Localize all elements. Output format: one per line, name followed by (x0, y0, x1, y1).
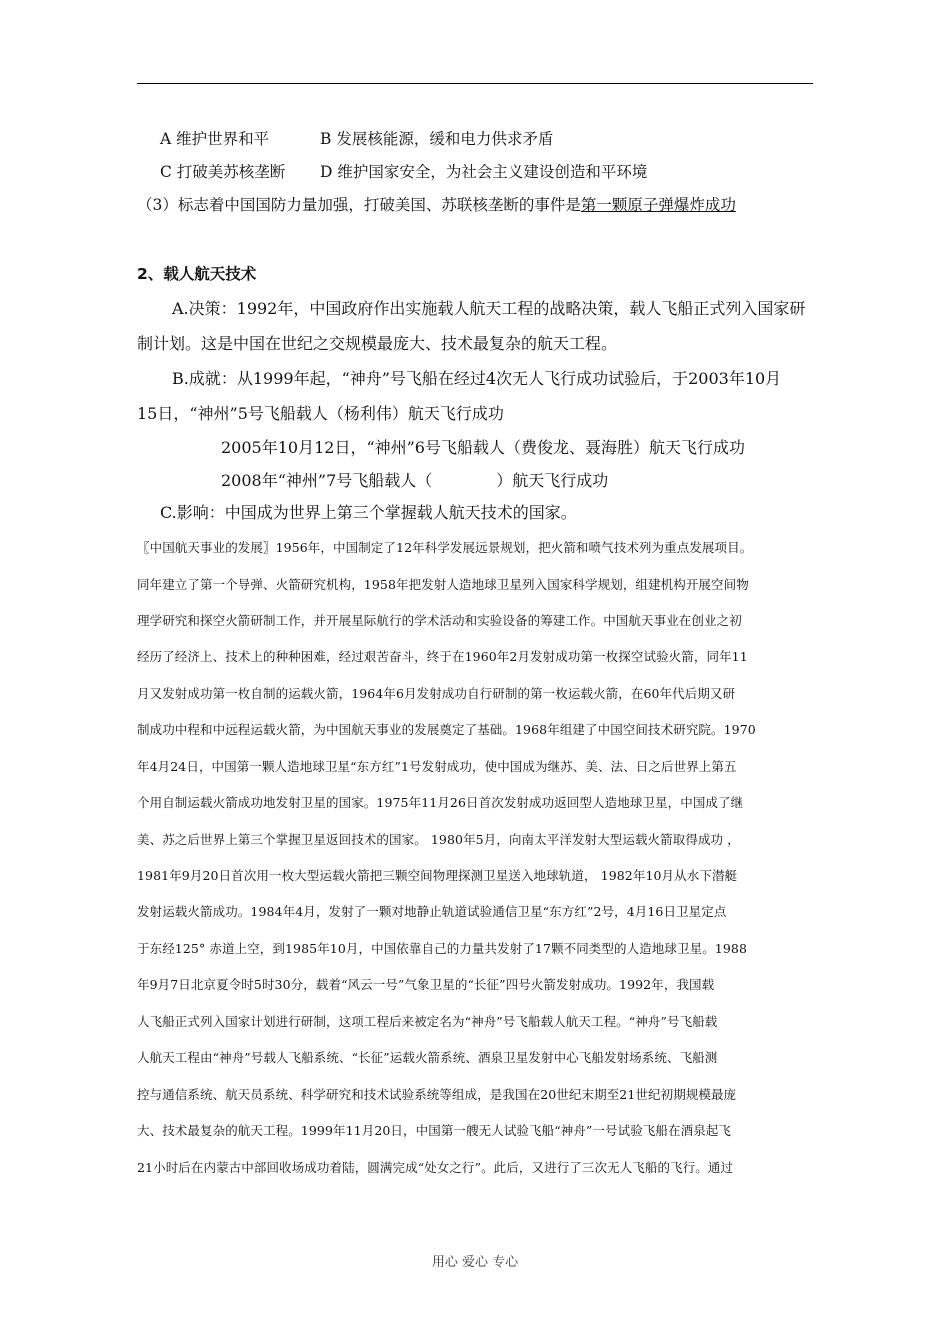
achievement-line-2: 15日，“神州”5号飞船载人（杨利伟）航天飞行成功 (137, 404, 504, 423)
reading-line: 人飞船正式列入国家计划进行研制，这项工程后来被定名为“神舟”号飞船载人航天工程。“神舟”号飞船载 (137, 1014, 718, 1029)
header-rule (137, 83, 813, 84)
reading-line: 美、苏之后世界上第三个掌握卫星返回技术的国家。 1980年5月，向南太平洋发射大型运载火箭取得成功 ， (137, 832, 740, 847)
reading-line: 1981年9月20日首次用一枚大型运载火箭把三颗空间物理探测卫星送入地球轨道， 1982年10月从水下潜艇 (137, 868, 738, 883)
reading-line: 理学研究和探空火箭研制工作，并开展星际航行的学术活动和实验设备的筹建工作。中国航天事业在创业之初 (137, 613, 742, 628)
reading-line: 年4月24日，中国第一颗人造地球卫星“东方红”1号发射成功，使中国成为继苏、美、法、日之后世界上第五 (137, 759, 737, 774)
achievement-line-3: 2005年10月12日，“神州”6号飞船载人（费俊龙、聂海胜）航天飞行成功 (221, 438, 745, 457)
option-c: C 打破美苏核垄断 (160, 163, 286, 181)
reading-line: 经历了经济上、技术上的种种困难，经过艰苦奋斗，终于在1960年2月发射成功第一枚探空试验火箭，同年11 (137, 649, 748, 664)
reading-line: 〖中国航天事业的发展〗1956年，中国制定了12年科学发展远景规划，把火箭和喷气技术列为重点发展项目。 (137, 540, 753, 555)
reading-line: 人航天工程由“神舟”号载人飞船系统、“长征”运载火箭系统、酒泉卫星发射中心飞船发射场系统、飞船测 (137, 1050, 718, 1065)
reading-line: 月又发射成功第一枚自制的运载火箭，1964年6月发射成功自行研制的第一枚运载火箭，在60年代后期又研 (137, 686, 736, 701)
reading-line: 年9月7日北京夏令时5时30分，载着“风云一号”气象卫星的“长征”四号火箭发射成功。1992年，我国载 (137, 977, 715, 992)
reading-line: 个用自制运载火箭成功地发射卫星的国家。1975年11月26日首次发射成功返回型人造地球卫星，中国成了继 (137, 795, 744, 810)
reading-line: 于东经125° 赤道上空，到1985年10月，中国依靠自己的力量共发射了17颗不同类型的人造地球卫星。1988 (137, 941, 748, 956)
decision-line-1: A.决策：1992年，中国政府作出实施载人航天工程的战略决策，载人飞船正式列入国家研 (172, 299, 806, 318)
reading-line: 制成功中程和中远程运载火箭，为中国航天事业的发展奠定了基础。1968年组建了中国空间技术研究院。1970 (137, 722, 756, 737)
reading-line: 大、技术最复杂的航天工程。1999年11月20日，中国第一艘无人试验飞船“神舟”一号试验飞船在酒泉起飞 (137, 1123, 732, 1138)
question-3-text: （3）标志着中国国防力量加强，打破美国、苏联核垄断的事件是 (137, 196, 581, 214)
reading-line: 同年建立了第一个导弹、火箭研究机构，1958年把发射人造地球卫星列入国家科学规划，组建机构开展空间物 (137, 577, 749, 592)
impact-line: C.影响：中国成为世界上第三个掌握载人航天技术的国家。 (160, 503, 577, 522)
page-footer: 用心 爱心 专心 (431, 1255, 519, 1270)
question-3-answer: 第一颗原子弹爆炸成功 (580, 196, 736, 214)
question-3 (137, 193, 736, 215)
reading-line: 发射运载火箭成功。1984年4月，发射了一颗对地静止轨道试验通信卫星“东方红”2号，4月16日卫星定点 (137, 904, 727, 919)
achievement-line-1: B.成就：从1999年起，“神舟”号飞船在经过4次无人飞行成功试验后，于2003年10月 (172, 369, 782, 388)
decision-line-2: 制计划。这是中国在世纪之交规模最庞大、技术最复杂的航天工程。 (137, 334, 618, 353)
reading-line: 21小时后在内蒙古中部回收场成功着陆，圆满完成“处女之行”。此后，又进行了三次无人飞船的飞行。通过 (137, 1160, 734, 1175)
option-d: D 维护国家安全，为社会主义建设创造和平环境 (320, 163, 648, 181)
achievement-line-4: 2008年“神州”7号飞船载人（ ）航天飞行成功 (221, 471, 609, 490)
option-b: B 发展核能源，缓和电力供求矛盾 (320, 130, 554, 148)
option-a: A 维护世界和平 (160, 130, 270, 148)
reading-line: 控与通信系统、航天员系统、科学研究和技术试验系统等组成，是我国在20世纪末期至21世纪初期规模最庞 (137, 1087, 737, 1102)
section-heading: 2、载人航天技术 (137, 265, 257, 283)
